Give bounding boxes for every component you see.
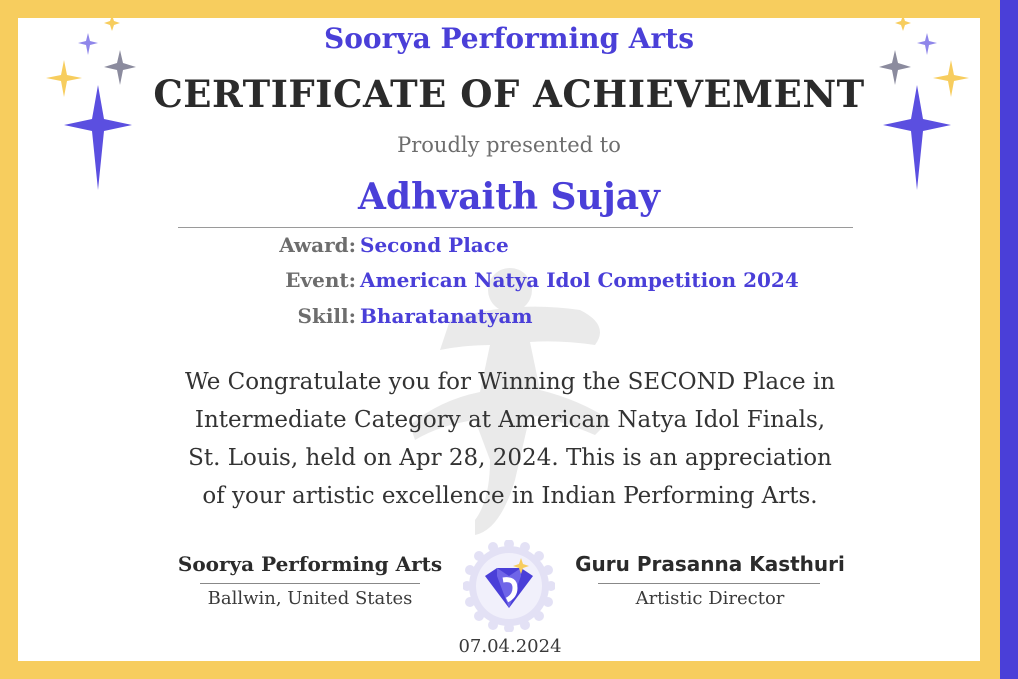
recipient-divider	[178, 227, 853, 228]
certificate-date: 07.04.2024	[458, 636, 562, 657]
signature-left-line	[200, 583, 420, 584]
award-label: Award:	[279, 233, 356, 257]
body-line: Intermediate Category at American Natya Idol Finals,	[194, 407, 826, 433]
certificate-body	[160, 363, 860, 515]
signature-left-name: Soorya Performing Arts	[177, 552, 443, 576]
body-line: We Congratulate you for Winning the SECOND Place in	[184, 369, 836, 395]
presented-to-label: Proudly presented to	[397, 133, 621, 157]
skill-label: Skill:	[297, 304, 356, 328]
skill-value: Bharatanatyam	[360, 304, 533, 328]
signature-left-subtitle: Ballwin, United States	[207, 588, 413, 609]
body-line: St. Louis, held on Apr 28, 2024. This is an appreciation	[188, 445, 832, 471]
signature-right-subtitle: Artistic Director	[635, 588, 785, 609]
signature-right-name: Guru Prasanna Kasthuri	[575, 552, 845, 576]
body-line: of your artistic excellence in Indian Performing Arts.	[202, 483, 818, 509]
event-label: Event:	[285, 268, 356, 292]
signature-right-line	[598, 583, 820, 584]
recipient-name: Adhvaith Sujay	[358, 176, 660, 218]
organization-title: Soorya Performing Arts	[324, 22, 694, 55]
diamond-seal-icon	[463, 540, 555, 632]
certificate-title: CERTIFICATE OF ACHIEVEMENT	[153, 72, 865, 116]
event-value: American Natya Idol Competition 2024	[360, 268, 799, 292]
award-value: Second Place	[360, 233, 509, 257]
